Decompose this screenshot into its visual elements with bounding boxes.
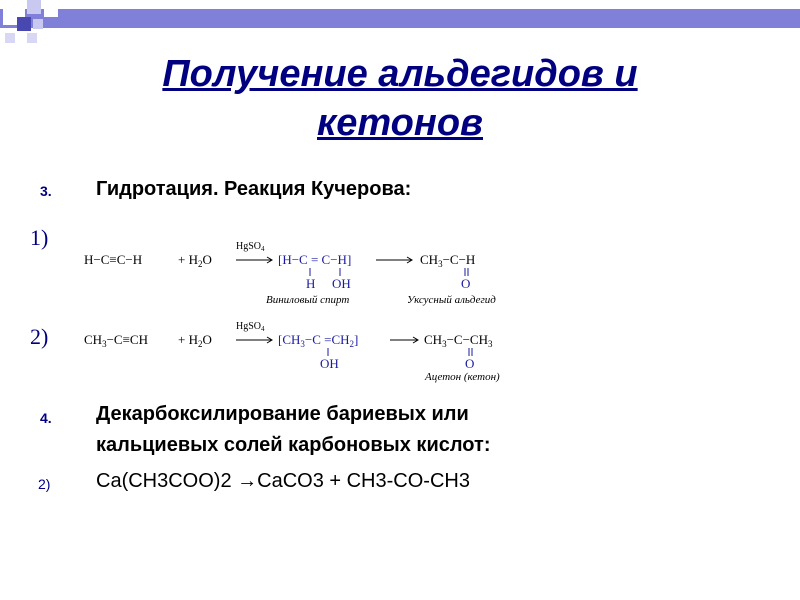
reaction-label: 1): [30, 225, 49, 250]
svg-text:CH3−C−CH3: [424, 332, 493, 349]
item-text-line1: Декарбоксилирование бариевых или: [96, 403, 469, 425]
intermediate: [H−C = C−H]: [278, 252, 352, 267]
deco-square: [27, 33, 37, 43]
reactant-rest: −C≡CH: [106, 332, 148, 347]
product-sub: 3: [442, 339, 447, 349]
intermediate-end: ]: [354, 332, 359, 347]
svg-text:HgSO4: [236, 241, 265, 253]
svg-text:+ H2O: [178, 252, 212, 269]
reaction-2-diagram: [84, 314, 534, 384]
svg-text:[CH3−C =CH2]: [278, 332, 358, 349]
catalyst-sub: 4: [261, 245, 265, 253]
slide-title-line2: кетонов: [316, 102, 483, 144]
svg-text:HgSO4: [236, 321, 265, 333]
intermediate-oh: OH: [332, 276, 351, 291]
item-text: Ca(CH3COO)2 →CaCO3 + CH3-CO-CH3: [96, 470, 470, 492]
intermediate-sub: 3: [300, 339, 305, 349]
plus-water: + H: [178, 252, 198, 267]
water-sub: 2: [197, 339, 203, 349]
water-sub: 2: [197, 259, 203, 269]
deco-square: [5, 33, 15, 43]
intermediate-sub2: 2: [349, 339, 355, 349]
product-o: O: [461, 276, 471, 291]
intermediate-pre: [CH: [278, 332, 301, 347]
item-number: 3.: [40, 183, 52, 199]
product-mid: −C−CH: [446, 332, 488, 347]
reactant-ch: CH: [84, 332, 103, 347]
deco-square: [17, 17, 31, 31]
reaction-1-diagram: [84, 234, 534, 309]
plus-water: + H: [178, 332, 198, 347]
svg-text:CH3−C≡CH: [84, 332, 148, 349]
reactant: H−C≡C−H: [84, 252, 143, 267]
catalyst-sub: 4: [261, 325, 265, 333]
catalyst: HgSO: [236, 321, 262, 332]
product-sub2: 3: [487, 339, 493, 349]
caption-product: Ацетон (кетон): [425, 371, 500, 383]
water-o: O: [202, 252, 212, 267]
header-decoration: [0, 0, 800, 60]
deco-square: [33, 19, 43, 29]
item-text-line2: кальциевых солей карбоновых кислот:: [96, 434, 491, 456]
reactant-sub: 3: [102, 339, 107, 349]
water-o: O: [202, 332, 212, 347]
item-text: Гидротация. Реакция Кучерова:: [96, 178, 412, 200]
product-ch: CH: [420, 252, 439, 267]
product-ch: CH: [424, 332, 443, 347]
intermediate-mid: −C =CH: [304, 332, 350, 347]
caption-intermediate: Виниловый спирт: [266, 294, 350, 306]
svg-text:CH3−C−H: [420, 252, 475, 269]
catalyst: HgSO: [236, 241, 262, 252]
caption-product: Уксусный альдегид: [407, 294, 496, 306]
product-sub: 3: [438, 259, 443, 269]
deco-square: [44, 3, 58, 17]
slide-title-line1: Получение альдегидов и: [162, 53, 638, 95]
reaction-label: 2): [30, 324, 49, 349]
svg-text:+ H2O: [178, 332, 212, 349]
intermediate-oh: OH: [320, 356, 339, 371]
item-number: 4.: [40, 410, 52, 426]
product-o: O: [465, 356, 475, 371]
deco-square: [27, 0, 41, 14]
product-rest: −C−H: [442, 252, 476, 267]
header-bar: [0, 9, 800, 28]
item-number: 2): [38, 476, 51, 492]
intermediate-h: H: [306, 276, 316, 291]
